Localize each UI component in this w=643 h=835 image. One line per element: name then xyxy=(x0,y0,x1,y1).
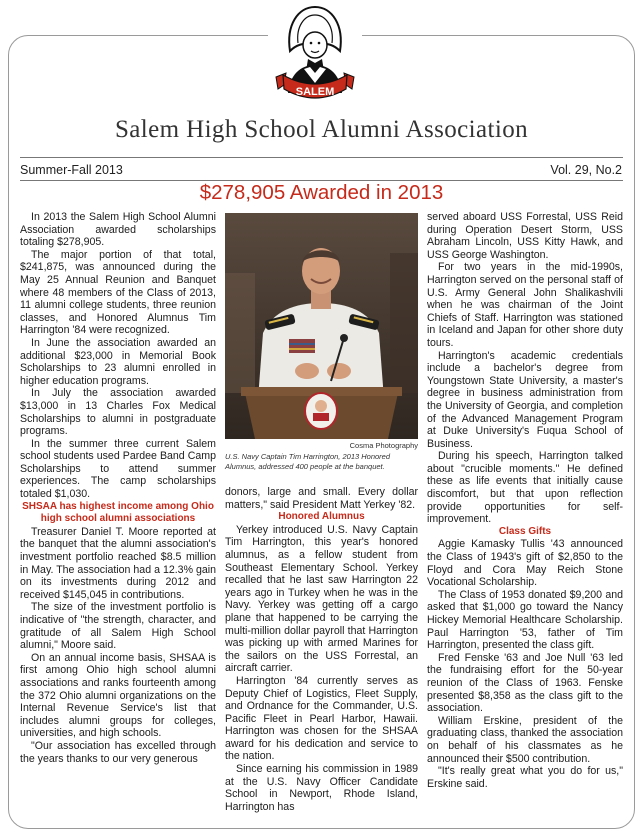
paragraph: In the summer three current Salem school students used Pardee Band Camp Scholarships to attend summer experiences. The camp scholarships totaled $1,030. xyxy=(20,437,216,501)
paragraph: "It's really great what you do for us," Erskine said. xyxy=(427,765,623,790)
paragraph: served aboard USS Forrestal, USS Reid during Operation Desert Storm, USS Abraham Lincoln, USS Kitty Hawk, and USS George Washington. xyxy=(427,211,623,261)
photo-credit: Cosma Photography xyxy=(349,441,418,450)
salem-quaker-logo xyxy=(268,3,362,107)
article-headline: $278,905 Awarded in 2013 xyxy=(199,181,444,204)
paragraph: The size of the investment portfolio is indicative of "the strength, character, and gratitude of all Salem High School alumni," Moore said. xyxy=(20,601,216,652)
paragraph: Harrington's academic credentials include a bachelor's degree from Youngstown State University, a master's degree in business administration from the University of Georgia, and completion of the Advanced Management Program at Duke University's Fuqua School of Business. xyxy=(427,349,623,450)
paragraph: For two years in the mid-1990s, Harrington served on the personal staff of U.S. Army General John Shalikashvili when he was chairman of the Joint Chiefs of Staff. Harrington was stationed in Iceland and Japan for other shore duty tours. xyxy=(427,261,623,349)
paragraph: On an annual income basis, SHSAA is first among Ohio high school alumni associations and ranks fourteenth among the 372 Ohio alumni organizations on the Internal Revenue Service's list that includes alumni groups for colleges, universities, and high schools. xyxy=(20,651,216,740)
paragraph: Since earning his commission in 1989 at the U.S. Navy Officer Candidate School in Newport, Rhode Island, Harrington has xyxy=(225,763,418,813)
paragraph: In 2013 the Salem High School Alumni Association awarded scholarships totaling $278,905. xyxy=(20,211,216,249)
paragraph: Aggie Kamasky Tullis '43 announced the Class of 1943's gift of $2,850 to the Floyd and Cora May Reich Stone Vocational Scholarship. xyxy=(427,538,623,589)
paragraph: William Erskine, president of the graduating class, thanked the association on behalf of his classmates as he announced their $500 contribution. xyxy=(427,714,623,765)
paragraph: Harrington '84 currently serves as Deputy Chief of Logistics, Fleet Supply, and Ordnance for the Commander, U.S. Pacific Fleet in Pearl Harbor, Hawaii. Harrington was chosen for the SHSAA award for his dedication and service to the nation. xyxy=(225,674,418,763)
subheading-honored-alumnus: Honored Alumnus xyxy=(278,511,365,523)
issue-date: Summer-Fall 2013 xyxy=(20,163,123,177)
subheading-shsaa-income: SHSAA has highest income among Ohio high school alumni associations xyxy=(22,500,214,525)
subheading-class-gifts: Class Gifts xyxy=(498,525,552,537)
article-column-2 xyxy=(225,486,418,827)
paragraph: donors, large and small. Every dollar matters," said President Matt Yerkey '82. xyxy=(225,486,418,511)
paragraph: Treasurer Daniel T. Moore reported at the banquet that the alumni association's investment portfolio reached $8.5 million in May. The association had a 12.3% gain on its investments during 2012 and received $145,045 in contributions. xyxy=(20,525,216,601)
paragraph: The Class of 1953 donated $9,200 and asked that $1,000 go toward the Nancy Hickey Memorial Healthcare Scholarship. Paul Harrington '53, father of Tim Harrington, presented the class gift. xyxy=(427,588,623,652)
harrington-photo xyxy=(225,213,418,439)
masthead-rule-top xyxy=(20,157,623,158)
photo-caption: U.S. Navy Captain Tim Harrington, 2013 Honored Alumnus, addressed 400 people at the banquet. xyxy=(225,452,391,471)
paragraph: The major portion of that total, $241,875, was announced during the May 25 Annual Reunion and Banquet where 48 members of the Class of 2013, 11 alumni college students, three reunion classes, and Honored Alumnus Tim Harrington '84 were recognized. xyxy=(20,248,216,337)
paragraph: In June the association awarded an additional $23,000 in Memorial Book Scholarships to 23 alumni enrolled in higher education programs. xyxy=(20,336,216,387)
publication-title: Salem High School Alumni Association xyxy=(114,116,528,143)
paragraph: Fred Fenske '63 and Joe Null '63 led the fundraising effort for the 50-year reunion of the Class of 1963. Fenske presented $8,358 as the class gift to the association. xyxy=(427,651,623,715)
article-column-1 xyxy=(20,211,216,827)
logo-banner-text: SALEM xyxy=(295,86,335,98)
article-column-3 xyxy=(427,211,623,827)
paragraph: "Our association has excelled through the years thanks to our very generous xyxy=(20,739,216,765)
paragraph: During his speech, Harrington talked about "crucible moments." He defined these as life events that initially cause discomfort, but that upon reflection provide opportunities for self-improvement. xyxy=(427,450,623,526)
paragraph: In July the association awarded $13,000 in 13 Charles Fox Medical Scholarships to alumni in postgraduate programs. xyxy=(20,387,216,438)
volume-number: Vol. 29, No.2 xyxy=(550,163,622,177)
paragraph: Yerkey introduced U.S. Navy Captain Tim Harrington, this year's honored alumnus, as a fellow student from Southeast Elementary School. Yerkey recalled that he last saw Harrington 22 years ago in Turkey when he was in the Navy. Yerkey was getting off a cargo plane that happened to be carrying the multi-million dollar payroll that Harrington was picking up with armed Marines for the sailors on the USS Forrestal, an aircraft carrier. xyxy=(225,523,418,675)
